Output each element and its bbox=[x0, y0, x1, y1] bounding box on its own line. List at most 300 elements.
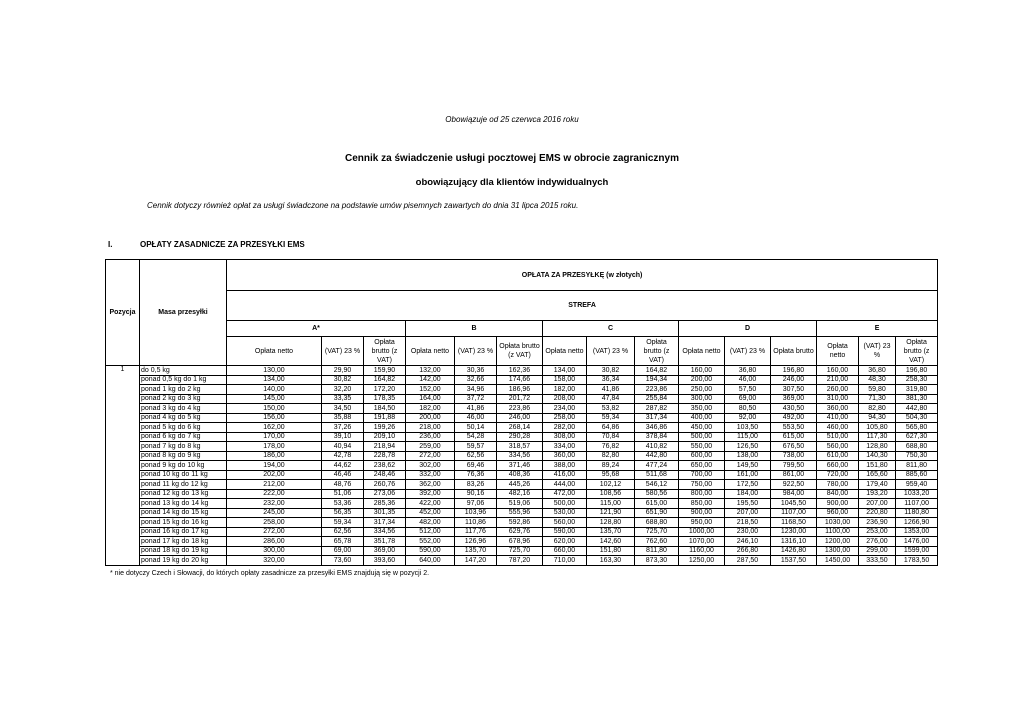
table-row bbox=[106, 385, 938, 395]
fee-cell: 472,00 bbox=[543, 489, 587, 499]
fee-cell: 186,96 bbox=[497, 385, 543, 395]
fee-cell: 1200,00 bbox=[817, 537, 859, 547]
fee-cell: 97,06 bbox=[455, 499, 497, 509]
fee-cell: 1180,80 bbox=[896, 508, 938, 518]
fee-cell: 121,90 bbox=[587, 508, 635, 518]
header-sub-10: (VAT) 23 % bbox=[725, 337, 771, 366]
fee-cell: 660,00 bbox=[817, 461, 859, 471]
fee-cell: 640,00 bbox=[406, 556, 455, 566]
fee-cell: 615,00 bbox=[635, 499, 679, 509]
header-sub-0: Opłata netto bbox=[227, 337, 322, 366]
header-sub-11: Opłata brutto bbox=[771, 337, 817, 366]
fee-cell: 57,50 bbox=[725, 385, 771, 395]
fee-cell: 565,80 bbox=[896, 423, 938, 433]
fee-cell: 246,10 bbox=[725, 537, 771, 547]
fee-cell: 164,00 bbox=[406, 394, 455, 404]
position-cell bbox=[106, 394, 140, 404]
table-row bbox=[106, 537, 938, 547]
mass-cell: ponad 8 kg do 9 kg bbox=[140, 451, 227, 461]
fee-cell: 369,00 bbox=[364, 546, 406, 556]
table-row bbox=[106, 518, 938, 528]
fee-cell: 156,00 bbox=[227, 413, 322, 423]
fee-cell: 69,46 bbox=[455, 461, 497, 471]
position-cell bbox=[106, 546, 140, 556]
header-sub-14: Opłata brutto (z VAT) bbox=[896, 337, 938, 366]
fee-cell: 1160,00 bbox=[679, 546, 725, 556]
header-zone-1: B bbox=[406, 321, 543, 337]
fee-cell: 82,80 bbox=[859, 404, 896, 414]
fee-cell: 83,26 bbox=[455, 480, 497, 490]
header-zone-0: A* bbox=[227, 321, 406, 337]
fee-cell: 301,35 bbox=[364, 508, 406, 518]
fee-cell: 450,00 bbox=[679, 423, 725, 433]
fee-cell: 130,00 bbox=[227, 366, 322, 376]
table-row bbox=[106, 366, 938, 376]
section-number: I. bbox=[108, 240, 113, 249]
fee-cell: 287,50 bbox=[725, 556, 771, 566]
fee-cell: 41,86 bbox=[587, 385, 635, 395]
fee-cell: 750,00 bbox=[679, 480, 725, 490]
fee-cell: 504,30 bbox=[896, 413, 938, 423]
fee-cell: 410,82 bbox=[635, 442, 679, 452]
table-row bbox=[106, 375, 938, 385]
fee-cell: 196,80 bbox=[896, 366, 938, 376]
fee-cell: 381,30 bbox=[896, 394, 938, 404]
fee-cell: 30,82 bbox=[587, 366, 635, 376]
fee-cell: 725,70 bbox=[635, 527, 679, 537]
mass-cell: ponad 6 kg do 7 kg bbox=[140, 432, 227, 442]
fee-cell: 209,10 bbox=[364, 432, 406, 442]
position-cell bbox=[106, 527, 140, 537]
fee-cell: 46,46 bbox=[322, 470, 364, 480]
fee-cell: 710,00 bbox=[543, 556, 587, 566]
position-cell bbox=[106, 508, 140, 518]
fee-cell: 688,80 bbox=[896, 442, 938, 452]
fee-cell: 115,00 bbox=[587, 499, 635, 509]
fees-table bbox=[105, 259, 938, 566]
fee-cell: 351,78 bbox=[364, 537, 406, 547]
fee-cell: 510,00 bbox=[817, 432, 859, 442]
fee-cell: 160,00 bbox=[817, 366, 859, 376]
position-cell bbox=[106, 480, 140, 490]
table-row bbox=[106, 470, 938, 480]
fee-cell: 135,70 bbox=[587, 527, 635, 537]
fee-cell: 482,16 bbox=[497, 489, 543, 499]
fee-cell: 290,28 bbox=[497, 432, 543, 442]
fee-cell: 69,00 bbox=[725, 394, 771, 404]
table-row bbox=[106, 508, 938, 518]
table-row bbox=[106, 489, 938, 499]
fee-cell: 182,00 bbox=[543, 385, 587, 395]
fee-cell: 103,96 bbox=[455, 508, 497, 518]
position-cell bbox=[106, 451, 140, 461]
mass-cell: ponad 9 kg do 10 kg bbox=[140, 461, 227, 471]
fee-cell: 310,00 bbox=[817, 394, 859, 404]
fee-cell: 950,00 bbox=[679, 518, 725, 528]
fee-cell: 37,72 bbox=[455, 394, 497, 404]
fee-cell: 218,50 bbox=[725, 518, 771, 528]
fee-cell: 700,00 bbox=[679, 470, 725, 480]
fee-cell: 82,80 bbox=[587, 451, 635, 461]
fee-cell: 861,00 bbox=[771, 470, 817, 480]
fee-cell: 1107,00 bbox=[896, 499, 938, 509]
fee-cell: 546,12 bbox=[635, 480, 679, 490]
fee-cell: 445,26 bbox=[497, 480, 543, 490]
fee-cell: 230,00 bbox=[725, 527, 771, 537]
fee-cell: 64,86 bbox=[587, 423, 635, 433]
fee-cell: 36,80 bbox=[725, 366, 771, 376]
fee-cell: 799,50 bbox=[771, 461, 817, 471]
fee-cell: 32,20 bbox=[322, 385, 364, 395]
mass-cell: ponad 19 kg do 20 kg bbox=[140, 556, 227, 566]
fee-cell: 70,84 bbox=[587, 432, 635, 442]
fee-cell: 651,90 bbox=[635, 508, 679, 518]
fee-cell: 1107,00 bbox=[771, 508, 817, 518]
fee-cell: 179,40 bbox=[859, 480, 896, 490]
fee-cell: 110,86 bbox=[455, 518, 497, 528]
fee-cell: 210,00 bbox=[817, 375, 859, 385]
fee-cell: 246,00 bbox=[771, 375, 817, 385]
fee-cell: 147,20 bbox=[455, 556, 497, 566]
mass-cell: ponad 14 kg do 15 kg bbox=[140, 508, 227, 518]
table-row bbox=[106, 432, 938, 442]
header-sub-12: Opłata netto bbox=[817, 337, 859, 366]
fee-cell: 245,00 bbox=[227, 508, 322, 518]
fee-cell: 555,96 bbox=[497, 508, 543, 518]
fee-cell: 184,50 bbox=[364, 404, 406, 414]
fee-cell: 142,00 bbox=[406, 375, 455, 385]
header-zone-4: E bbox=[817, 321, 938, 337]
fee-cell: 94,30 bbox=[859, 413, 896, 423]
fee-cell: 218,00 bbox=[406, 423, 455, 433]
fee-cell: 392,00 bbox=[406, 489, 455, 499]
fee-cell: 1476,00 bbox=[896, 537, 938, 547]
fee-cell: 750,30 bbox=[896, 451, 938, 461]
mass-cell: ponad 5 kg do 6 kg bbox=[140, 423, 227, 433]
fee-cell: 48,76 bbox=[322, 480, 364, 490]
fee-cell: 134,00 bbox=[543, 366, 587, 376]
fee-cell: 89,24 bbox=[587, 461, 635, 471]
fee-cell: 1300,00 bbox=[817, 546, 859, 556]
fee-cell: 258,00 bbox=[227, 518, 322, 528]
fee-cell: 416,00 bbox=[543, 470, 587, 480]
fee-cell: 140,30 bbox=[859, 451, 896, 461]
table-row bbox=[106, 461, 938, 471]
fee-cell: 59,57 bbox=[455, 442, 497, 452]
fee-cell: 199,26 bbox=[364, 423, 406, 433]
fee-cell: 207,00 bbox=[859, 499, 896, 509]
fee-cell: 46,00 bbox=[455, 413, 497, 423]
fee-cell: 207,00 bbox=[725, 508, 771, 518]
fee-cell: 959,40 bbox=[896, 480, 938, 490]
fee-cell: 44,62 bbox=[322, 461, 364, 471]
fee-cell: 1783,50 bbox=[896, 556, 938, 566]
fee-cell: 178,35 bbox=[364, 394, 406, 404]
fee-cell: 218,94 bbox=[364, 442, 406, 452]
fee-cell: 138,00 bbox=[725, 451, 771, 461]
fee-cell: 103,50 bbox=[725, 423, 771, 433]
fee-cell: 811,80 bbox=[896, 461, 938, 471]
fee-cell: 142,60 bbox=[587, 537, 635, 547]
fee-cell: 900,00 bbox=[679, 508, 725, 518]
fee-cell: 200,00 bbox=[679, 375, 725, 385]
fee-cell: 500,00 bbox=[543, 499, 587, 509]
fee-cell: 371,46 bbox=[497, 461, 543, 471]
fee-cell: 193,20 bbox=[859, 489, 896, 499]
fee-cell: 246,00 bbox=[497, 413, 543, 423]
fee-cell: 307,50 bbox=[771, 385, 817, 395]
fee-cell: 54,28 bbox=[455, 432, 497, 442]
fee-cell: 47,84 bbox=[587, 394, 635, 404]
fee-cell: 560,00 bbox=[817, 442, 859, 452]
fee-cell: 460,00 bbox=[817, 423, 859, 433]
fee-cell: 452,00 bbox=[406, 508, 455, 518]
fee-cell: 39,10 bbox=[322, 432, 364, 442]
fee-cell: 76,82 bbox=[587, 442, 635, 452]
table-row bbox=[106, 404, 938, 414]
fee-cell: 92,00 bbox=[725, 413, 771, 423]
fee-cell: 1450,00 bbox=[817, 556, 859, 566]
fee-cell: 115,00 bbox=[725, 432, 771, 442]
position-cell bbox=[106, 404, 140, 414]
fee-cell: 228,78 bbox=[364, 451, 406, 461]
fee-cell: 253,00 bbox=[859, 527, 896, 537]
fee-cell: 320,00 bbox=[227, 556, 322, 566]
fee-cell: 152,00 bbox=[406, 385, 455, 395]
fee-cell: 73,60 bbox=[322, 556, 364, 566]
fee-cell: 1266,90 bbox=[896, 518, 938, 528]
fee-cell: 560,00 bbox=[543, 518, 587, 528]
fee-cell: 259,00 bbox=[406, 442, 455, 452]
mass-cell: ponad 18 kg do 19 kg bbox=[140, 546, 227, 556]
fee-cell: 145,00 bbox=[227, 394, 322, 404]
fee-cell: 378,84 bbox=[635, 432, 679, 442]
fee-cell: 59,34 bbox=[587, 413, 635, 423]
mass-cell: ponad 11 kg do 12 kg bbox=[140, 480, 227, 490]
header-sub-9: Opłata netto bbox=[679, 337, 725, 366]
fee-cell: 222,00 bbox=[227, 489, 322, 499]
fee-cell: 108,56 bbox=[587, 489, 635, 499]
mass-cell: ponad 10 kg do 11 kg bbox=[140, 470, 227, 480]
fee-cell: 1000,00 bbox=[679, 527, 725, 537]
fee-cell: 334,00 bbox=[543, 442, 587, 452]
fee-cell: 1250,00 bbox=[679, 556, 725, 566]
fee-cell: 762,60 bbox=[635, 537, 679, 547]
fee-cell: 850,00 bbox=[679, 499, 725, 509]
fee-cell: 164,82 bbox=[635, 366, 679, 376]
fee-cell: 300,00 bbox=[679, 394, 725, 404]
header-sub-1: (VAT) 23 % bbox=[322, 337, 364, 366]
fee-cell: 308,00 bbox=[543, 432, 587, 442]
fee-cell: 369,00 bbox=[771, 394, 817, 404]
fee-cell: 40,94 bbox=[322, 442, 364, 452]
table-row bbox=[106, 527, 938, 537]
fee-cell: 65,78 bbox=[322, 537, 364, 547]
fee-cell: 393,60 bbox=[364, 556, 406, 566]
fee-cell: 250,00 bbox=[679, 385, 725, 395]
fee-cell: 30,82 bbox=[322, 375, 364, 385]
document-subtitle: obowiązujący dla klientów indywidualnych bbox=[415, 177, 609, 188]
fee-cell: 53,36 bbox=[322, 499, 364, 509]
fee-cell: 840,00 bbox=[817, 489, 859, 499]
fee-cell: 500,00 bbox=[679, 432, 725, 442]
fee-cell: 36,80 bbox=[859, 366, 896, 376]
fee-cell: 410,00 bbox=[817, 413, 859, 423]
fee-cell: 302,00 bbox=[406, 461, 455, 471]
fee-cell: 332,00 bbox=[406, 470, 455, 480]
position-cell bbox=[106, 423, 140, 433]
fee-cell: 255,84 bbox=[635, 394, 679, 404]
fee-cell: 258,30 bbox=[896, 375, 938, 385]
fee-cell: 629,76 bbox=[497, 527, 543, 537]
fee-cell: 276,00 bbox=[859, 537, 896, 547]
fee-cell: 223,86 bbox=[497, 404, 543, 414]
fee-cell: 811,80 bbox=[635, 546, 679, 556]
fee-cell: 160,00 bbox=[679, 366, 725, 376]
fee-cell: 1316,10 bbox=[771, 537, 817, 547]
fee-cell: 900,00 bbox=[817, 499, 859, 509]
fee-cell: 71,30 bbox=[859, 394, 896, 404]
fee-cell: 610,00 bbox=[817, 451, 859, 461]
header-sub-5: Opłata brutto (z VAT) bbox=[497, 337, 543, 366]
fee-cell: 151,80 bbox=[859, 461, 896, 471]
mass-cell: ponad 3 kg do 4 kg bbox=[140, 404, 227, 414]
fee-cell: 149,50 bbox=[725, 461, 771, 471]
fee-cell: 158,00 bbox=[543, 375, 587, 385]
fee-cell: 550,00 bbox=[679, 442, 725, 452]
section-heading bbox=[108, 240, 305, 249]
fee-cell: 33,35 bbox=[322, 394, 364, 404]
fee-cell: 34,96 bbox=[455, 385, 497, 395]
fee-cell: 42,78 bbox=[322, 451, 364, 461]
mass-cell: do 0,5 kg bbox=[140, 366, 227, 376]
fee-cell: 600,00 bbox=[679, 451, 725, 461]
position-cell bbox=[106, 537, 140, 547]
fee-cell: 30,36 bbox=[455, 366, 497, 376]
header-sub-6: Opłata netto bbox=[543, 337, 587, 366]
fee-cell: 720,00 bbox=[817, 470, 859, 480]
header-position: Pozycja bbox=[106, 260, 140, 366]
fee-cell: 922,50 bbox=[771, 480, 817, 490]
fee-cell: 234,00 bbox=[543, 404, 587, 414]
fee-cell: 62,56 bbox=[455, 451, 497, 461]
fee-cell: 360,00 bbox=[543, 451, 587, 461]
fee-cell: 117,76 bbox=[455, 527, 497, 537]
header-zone-2: C bbox=[543, 321, 679, 337]
fee-cell: 282,00 bbox=[543, 423, 587, 433]
fee-cell: 29,90 bbox=[322, 366, 364, 376]
fee-cell: 530,00 bbox=[543, 508, 587, 518]
fee-cell: 268,14 bbox=[497, 423, 543, 433]
fee-cell: 1599,00 bbox=[896, 546, 938, 556]
position-cell: 1 bbox=[106, 366, 140, 376]
fee-cell: 90,16 bbox=[455, 489, 497, 499]
mass-cell: ponad 17 kg do 18 kg bbox=[140, 537, 227, 547]
fee-cell: 128,80 bbox=[587, 518, 635, 528]
fee-cell: 873,30 bbox=[635, 556, 679, 566]
fee-cell: 738,00 bbox=[771, 451, 817, 461]
fee-cell: 223,86 bbox=[635, 385, 679, 395]
fee-cell: 1100,00 bbox=[817, 527, 859, 537]
header-zone-group: STREFA bbox=[227, 291, 938, 321]
fee-cell: 388,00 bbox=[543, 461, 587, 471]
fee-cell: 885,60 bbox=[896, 470, 938, 480]
fee-cell: 620,00 bbox=[543, 537, 587, 547]
fee-cell: 53,82 bbox=[587, 404, 635, 414]
fee-cell: 260,00 bbox=[817, 385, 859, 395]
fee-cell: 162,36 bbox=[497, 366, 543, 376]
fee-cell: 191,88 bbox=[364, 413, 406, 423]
position-cell bbox=[106, 442, 140, 452]
position-cell bbox=[106, 470, 140, 480]
fee-cell: 688,80 bbox=[635, 518, 679, 528]
table-row bbox=[106, 499, 938, 509]
fee-cell: 511,68 bbox=[635, 470, 679, 480]
fee-cell: 69,00 bbox=[322, 546, 364, 556]
fee-cell: 36,34 bbox=[587, 375, 635, 385]
fee-cell: 285,36 bbox=[364, 499, 406, 509]
header-sub-2: Opłata brutto (z VAT) bbox=[364, 337, 406, 366]
mass-cell: ponad 0,5 kg do 1 kg bbox=[140, 375, 227, 385]
header-fees-group: OPŁATA ZA PRZESYŁKĘ (w złotych) bbox=[227, 260, 938, 291]
fee-cell: 170,00 bbox=[227, 432, 322, 442]
fee-cell: 272,00 bbox=[406, 451, 455, 461]
header-mass: Masa przesyłki bbox=[140, 260, 227, 366]
fee-cell: 1030,00 bbox=[817, 518, 859, 528]
fee-cell: 482,00 bbox=[406, 518, 455, 528]
fee-cell: 126,50 bbox=[725, 442, 771, 452]
fee-cell: 159,90 bbox=[364, 366, 406, 376]
fee-cell: 140,00 bbox=[227, 385, 322, 395]
fee-cell: 333,50 bbox=[859, 556, 896, 566]
fee-cell: 442,80 bbox=[635, 451, 679, 461]
fee-cell: 174,66 bbox=[497, 375, 543, 385]
mass-cell: ponad 12 kg do 13 kg bbox=[140, 489, 227, 499]
fee-cell: 1537,50 bbox=[771, 556, 817, 566]
fee-cell: 46,00 bbox=[725, 375, 771, 385]
table-row bbox=[106, 451, 938, 461]
table-row bbox=[106, 546, 938, 556]
fee-cell: 161,00 bbox=[725, 470, 771, 480]
fee-cell: 800,00 bbox=[679, 489, 725, 499]
fee-cell: 660,00 bbox=[543, 546, 587, 556]
mass-cell: ponad 15 kg do 16 kg bbox=[140, 518, 227, 528]
fee-cell: 984,00 bbox=[771, 489, 817, 499]
table-row bbox=[106, 394, 938, 404]
document-title: Cennik za świadczenie usługi pocztowej EMS w obrocie zagranicznym bbox=[345, 153, 679, 164]
table-row bbox=[106, 556, 938, 566]
fee-cell: 212,00 bbox=[227, 480, 322, 490]
header-zone-3: D bbox=[679, 321, 817, 337]
mass-cell: ponad 13 kg do 14 kg bbox=[140, 499, 227, 509]
fee-cell: 162,00 bbox=[227, 423, 322, 433]
fee-cell: 1230,00 bbox=[771, 527, 817, 537]
table-row bbox=[106, 442, 938, 452]
fee-cell: 194,34 bbox=[635, 375, 679, 385]
fee-cell: 627,30 bbox=[896, 432, 938, 442]
fee-cell: 319,80 bbox=[896, 385, 938, 395]
fee-cell: 201,72 bbox=[497, 394, 543, 404]
fee-cell: 76,36 bbox=[455, 470, 497, 480]
fee-cell: 477,24 bbox=[635, 461, 679, 471]
fee-cell: 59,34 bbox=[322, 518, 364, 528]
fee-cell: 287,82 bbox=[635, 404, 679, 414]
fee-cell: 258,00 bbox=[543, 413, 587, 423]
fee-cell: 232,00 bbox=[227, 499, 322, 509]
fee-cell: 442,80 bbox=[896, 404, 938, 414]
fee-cell: 260,76 bbox=[364, 480, 406, 490]
fee-cell: 590,00 bbox=[543, 527, 587, 537]
